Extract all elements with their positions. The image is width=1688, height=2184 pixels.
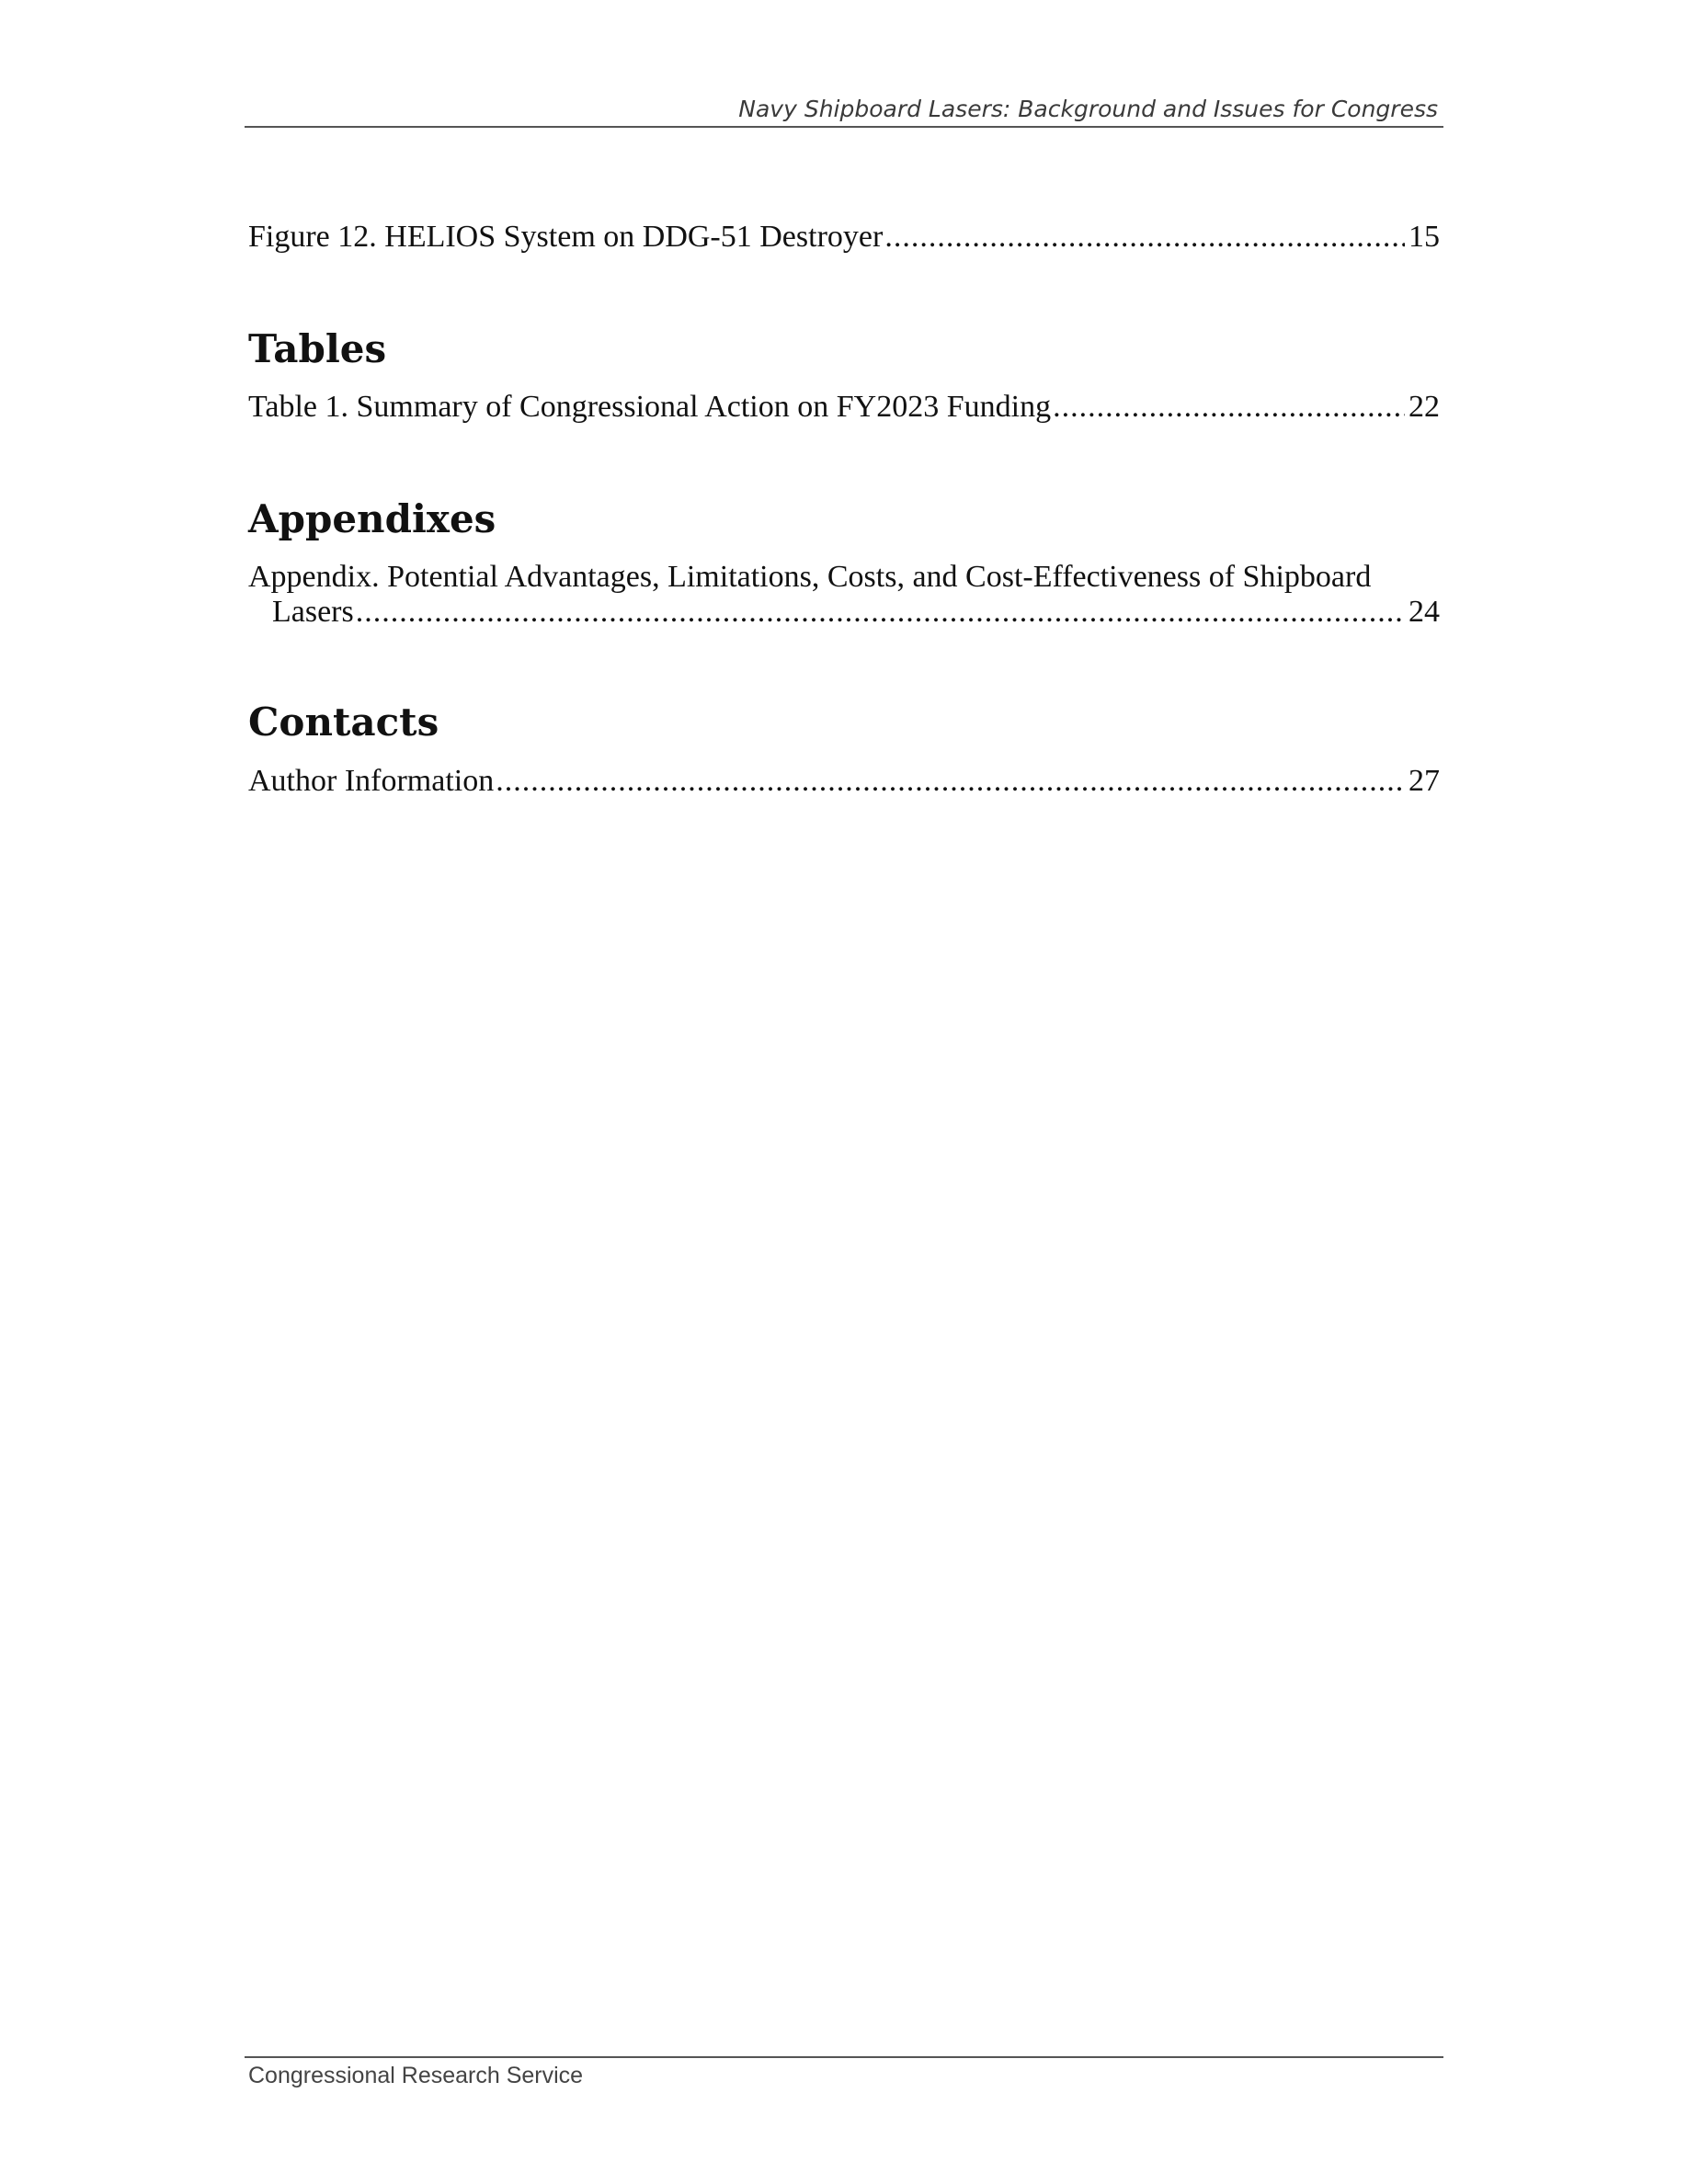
toc-entry-label: Author Information	[248, 764, 495, 798]
toc-entry-page: 24	[1409, 595, 1440, 629]
toc-entry-appendix[interactable]	[248, 594, 1440, 631]
toc-entry-label: Figure 12. HELIOS System on DDG-51 Destroyer	[248, 220, 884, 254]
footer-publisher: Congressional Research Service	[248, 2063, 584, 2088]
contacts-heading: Contacts	[248, 700, 439, 745]
tables-heading: Tables	[248, 326, 387, 371]
toc-entry-figure-12[interactable]	[248, 219, 1440, 256]
footer-rule	[245, 2056, 1443, 2058]
toc-entry-appendix-line1[interactable]: Appendix. Potential Advantages, Limitations, Costs, and Cost-Effectiveness of Shipboard	[248, 560, 1372, 594]
toc-entry-page: 15	[1409, 220, 1440, 254]
toc-entry-page: 27	[1409, 764, 1440, 798]
dot-leader	[884, 219, 1405, 256]
toc-entry-label: Table 1. Summary of Congressional Action on FY2023 Funding	[248, 390, 1052, 424]
dot-leader	[1053, 389, 1405, 426]
header-rule	[245, 126, 1443, 128]
toc-entry-page: 22	[1409, 390, 1440, 424]
appendixes-heading: Appendixes	[248, 496, 496, 541]
running-header: Navy Shipboard Lasers: Background and Issues for Congress	[738, 96, 1438, 122]
dot-leader	[356, 594, 1405, 631]
dot-leader	[496, 763, 1405, 800]
toc-entry-label: Lasers	[272, 595, 354, 629]
toc-entry-table-1[interactable]	[248, 389, 1440, 426]
toc-entry-author-information[interactable]	[248, 763, 1440, 800]
